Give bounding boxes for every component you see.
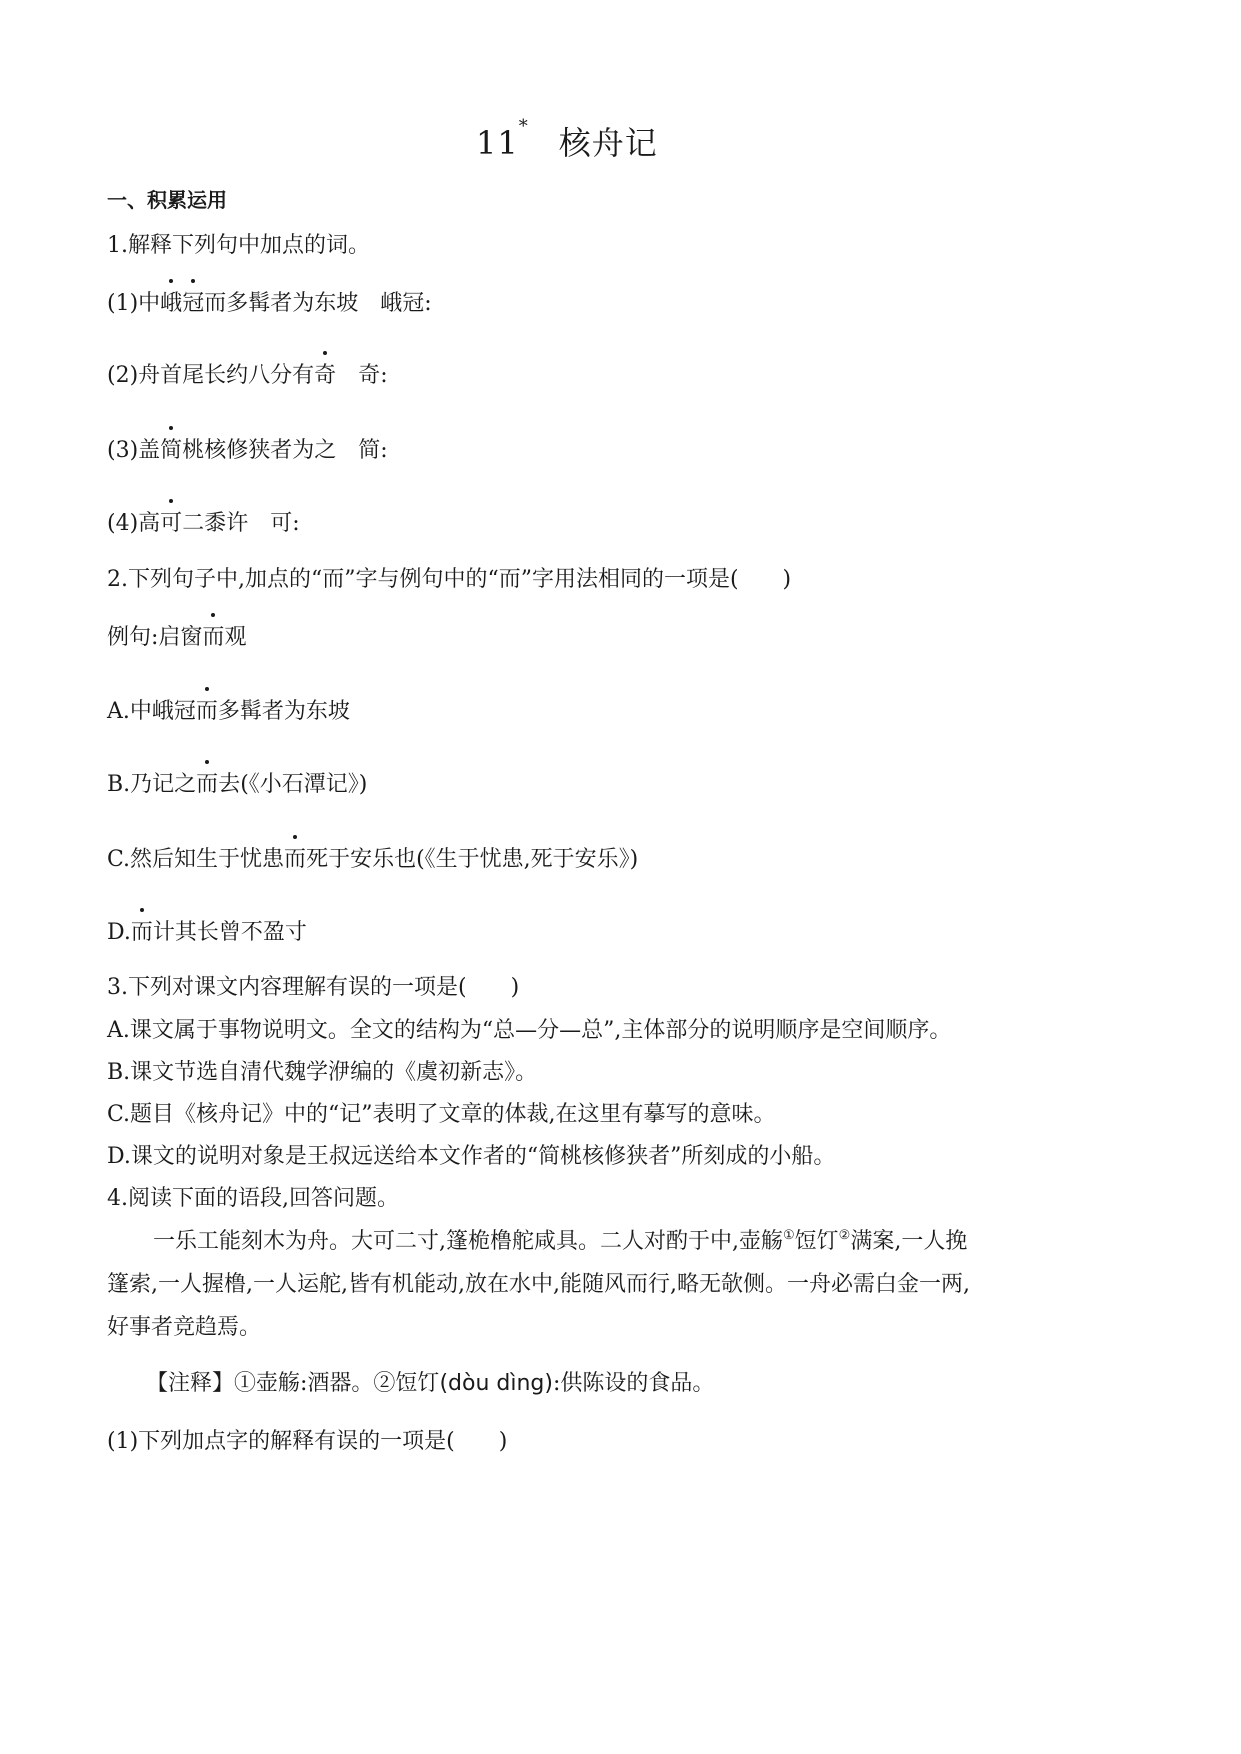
q3-stem: 3.下列对课文内容理解有误的一项是( ): [107, 975, 520, 1000]
q4-sub-question-1: (1)下列加点字的解释有误的一项是( ): [107, 1429, 508, 1454]
dotted-word: 可: [160, 506, 182, 537]
q1-item-4: (4)高可二黍许 可:: [107, 506, 300, 537]
answer-label: 可:: [270, 511, 300, 536]
q2-stem: 2.下列句子中,加点的“而”字与例句中的“而”字用法相同的一项是( ): [107, 567, 792, 592]
dotted-word: 而: [131, 915, 153, 946]
passage-line-2: 篷索,一人握橹,一人运舵,皆有机能动,放在水中,能随风而行,略无欹侧。一舟必需白金一两,: [107, 1272, 970, 1297]
title-text: 核舟记: [558, 124, 658, 162]
page-title: [476, 118, 658, 164]
q1-item-3: (3)盖简桃核修狭者为之 简:: [107, 433, 388, 464]
pinyin: (dòu dìng): [439, 1371, 553, 1396]
annotation: 【注释】①壶觞:酒器。②饾饤(dòu dìng):供陈设的食品。: [146, 1371, 715, 1396]
footnote-mark-1: ①: [783, 1228, 795, 1243]
q4-stem: 4.阅读下面的语段,回答问题。: [107, 1186, 399, 1211]
q1-stem: 1.解释下列句中加点的词。: [107, 233, 370, 258]
footnote-mark-2: ②: [838, 1228, 851, 1243]
q2-option-d: D.而计其长曾不盈寸: [107, 915, 307, 946]
q1-item-2: (2)舟首尾长约八分有奇 奇:: [107, 358, 388, 389]
q3-option-a: A.课文属于事物说明文。全文的结构为“总—分—总”,主体部分的说明顺序是空间顺序。: [107, 1018, 952, 1043]
q2-option-b: B.乃记之而去(《小石潭记》): [107, 767, 367, 798]
passage-line-1: 一乐工能刻木为舟。大可二寸,篷桅橹舵咸具。二人对酌于中,壶觞①饾饤②满案,一人挽: [153, 1228, 968, 1254]
dotted-word: 而: [196, 694, 218, 725]
dotted-word: 奇: [314, 358, 336, 389]
dotted-word: 峨: [160, 286, 182, 317]
q3-option-d: D.课文的说明对象是王叔远送给本文作者的“简桃核修狭者”所刻成的小船。: [107, 1144, 836, 1169]
dotted-word: 简: [160, 433, 182, 464]
q1-item-1: (1)中峨冠而多髯者为东坡 峨冠:: [107, 286, 432, 317]
dotted-word: 而: [202, 620, 224, 651]
q2-option-c: C.然后知生于忧患而死于安乐也(《生于忧患,死于安乐》): [107, 842, 638, 873]
q3-option-c: C.题目《核舟记》中的“记”表明了文章的体裁,在这里有摹写的意味。: [107, 1102, 776, 1127]
q2-example: 例句:启窗而观: [107, 620, 246, 651]
dotted-word: 而: [284, 842, 306, 873]
answer-label: 简:: [358, 438, 388, 463]
dotted-word: 冠: [182, 286, 204, 317]
answer-label: 峨冠:: [380, 291, 432, 316]
title-number: 11: [476, 124, 519, 162]
q3-option-b: B.课文节选自清代魏学洢编的《虞初新志》。: [107, 1060, 538, 1085]
title-star: *: [518, 116, 529, 137]
passage-line-3: 好事者竞趋焉。: [107, 1315, 262, 1340]
section-heading: 一、积累运用: [107, 188, 227, 212]
dotted-word: 而: [196, 767, 218, 798]
annotation-label: 【注释】: [146, 1371, 235, 1396]
q2-option-a: A.中峨冠而多髯者为东坡: [107, 694, 350, 725]
answer-label: 奇:: [358, 363, 388, 388]
